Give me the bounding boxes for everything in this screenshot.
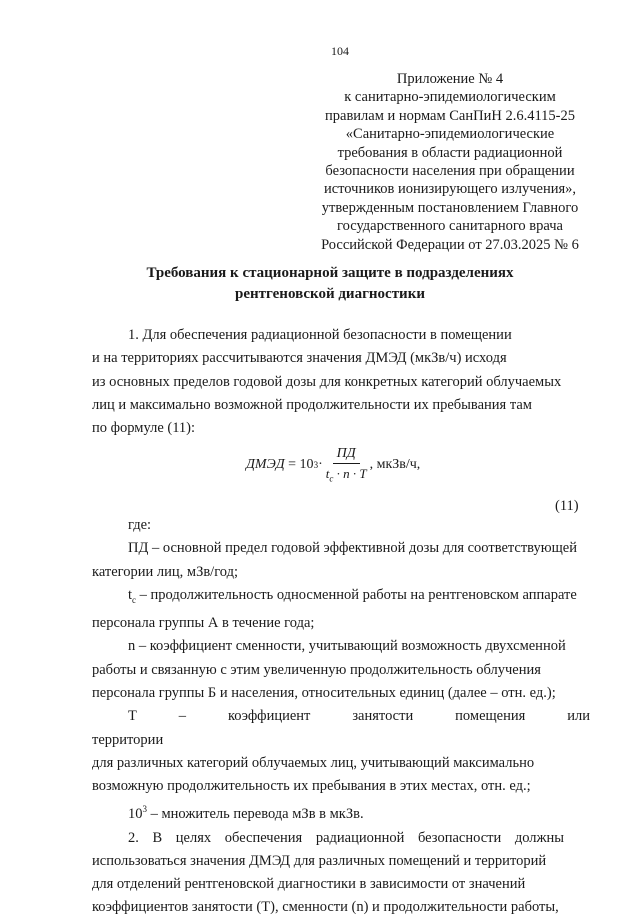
appendix-line: Российской Федерации от 27.03.2025 № 6 xyxy=(321,236,579,253)
def-t-cont: возможную продолжительность их пребывания в этих местах, отн. ед.; xyxy=(92,778,531,795)
formula-unit: , мкЗв/ч, xyxy=(369,456,421,472)
formula-fraction xyxy=(326,446,367,484)
def-n-cont: персонала группы Б и населения, относительных единиц (далее – отн. ед.); xyxy=(92,684,556,701)
text-line: и на территориях рассчитываются значения ДМЭД (мкЗв/ч) исходя xyxy=(92,350,507,367)
paragraph-2-line: для отделений рентгеновской диагностики в зависимости от значений xyxy=(92,876,526,893)
text-line: из основных пределов годовой дозы для конкретных категорий облучаемых xyxy=(92,373,562,390)
appendix-line: к санитарно-эпидемиологическим xyxy=(344,89,556,106)
def-t: Т – коэффициент занятости помещения или территории xyxy=(92,708,590,748)
formula-exponent: 3 xyxy=(313,459,319,470)
def-multiplier: $10^3$ – множитель перевода мЗв в мкЗв. xyxy=(128,804,364,823)
def-tc: $t_c$ – продолжительность односменной работы на рентгеновском аппарате xyxy=(128,586,577,605)
formula-dot: · xyxy=(318,456,323,472)
title-line: рентгеновской диагностики xyxy=(235,286,425,302)
paragraph-1 xyxy=(92,324,590,440)
def-t-cont: для различных категорий облучаемых лиц, учитывающий максимально xyxy=(92,754,535,771)
appendix-line: безопасности населения при обращении xyxy=(325,163,575,180)
def-tc-cont: персонала группы А в течение года; xyxy=(92,615,315,632)
appendix-line: «Санитарно-эпидемиологические xyxy=(345,126,555,143)
definitions-block xyxy=(92,514,590,920)
formula-numerator: ПД xyxy=(333,446,360,464)
formula-coefficient: = 10 xyxy=(288,456,314,472)
page-number: 104 xyxy=(331,44,349,58)
section-title xyxy=(110,263,550,305)
appendix-line: источников ионизирующего излучения», xyxy=(323,181,577,198)
text-line: по формуле (11): xyxy=(92,420,196,437)
text-line: лиц и максимально возможной продолжительности их пребывания там xyxy=(92,396,532,413)
title-line: Требования к стационарной защите в подразделениях xyxy=(146,265,514,281)
appendix-header xyxy=(300,70,600,254)
appendix-line: утвержденным постановлением Главного xyxy=(321,199,579,216)
formula-denominator: $t_c \cdot n \cdot T$ xyxy=(325,466,367,484)
def-pd-cont: категории лиц, мЗв/год; xyxy=(92,563,239,580)
paragraph-2-line: использоваться значения ДМЭД для различных помещений и территорий xyxy=(92,852,547,869)
appendix-line: правилам и нормам СанПиН 2.6.4115-25 xyxy=(325,107,575,124)
def-pd: ПД – основной предел годовой эффективной дозы для соответствующей xyxy=(128,540,577,557)
equation-number: (11) xyxy=(555,498,579,514)
where-label: где: xyxy=(128,517,152,533)
formula-lhs: ДМЭД xyxy=(246,456,285,472)
paragraph-2-line: коэффициентов занятости (Т), сменности (n) и продолжительности работы, xyxy=(92,899,559,916)
def-n-cont: работы и связанную с этим увеличенную продолжительность облучения xyxy=(92,661,541,678)
appendix-line: государственного санитарного врача xyxy=(337,218,563,235)
paragraph-2-line: 2. В целях обеспечения радиационной безопасности должны xyxy=(128,829,565,846)
formula-11 xyxy=(246,446,420,484)
appendix-line: требования в области радиационной xyxy=(337,144,563,161)
text-line: 1. Для обеспечения радиационной безопасности в помещении xyxy=(128,327,512,343)
def-n: n – коэффициент сменности, учитывающий возможность двухсменной xyxy=(128,638,566,655)
appendix-line: Приложение № 4 xyxy=(396,71,504,87)
